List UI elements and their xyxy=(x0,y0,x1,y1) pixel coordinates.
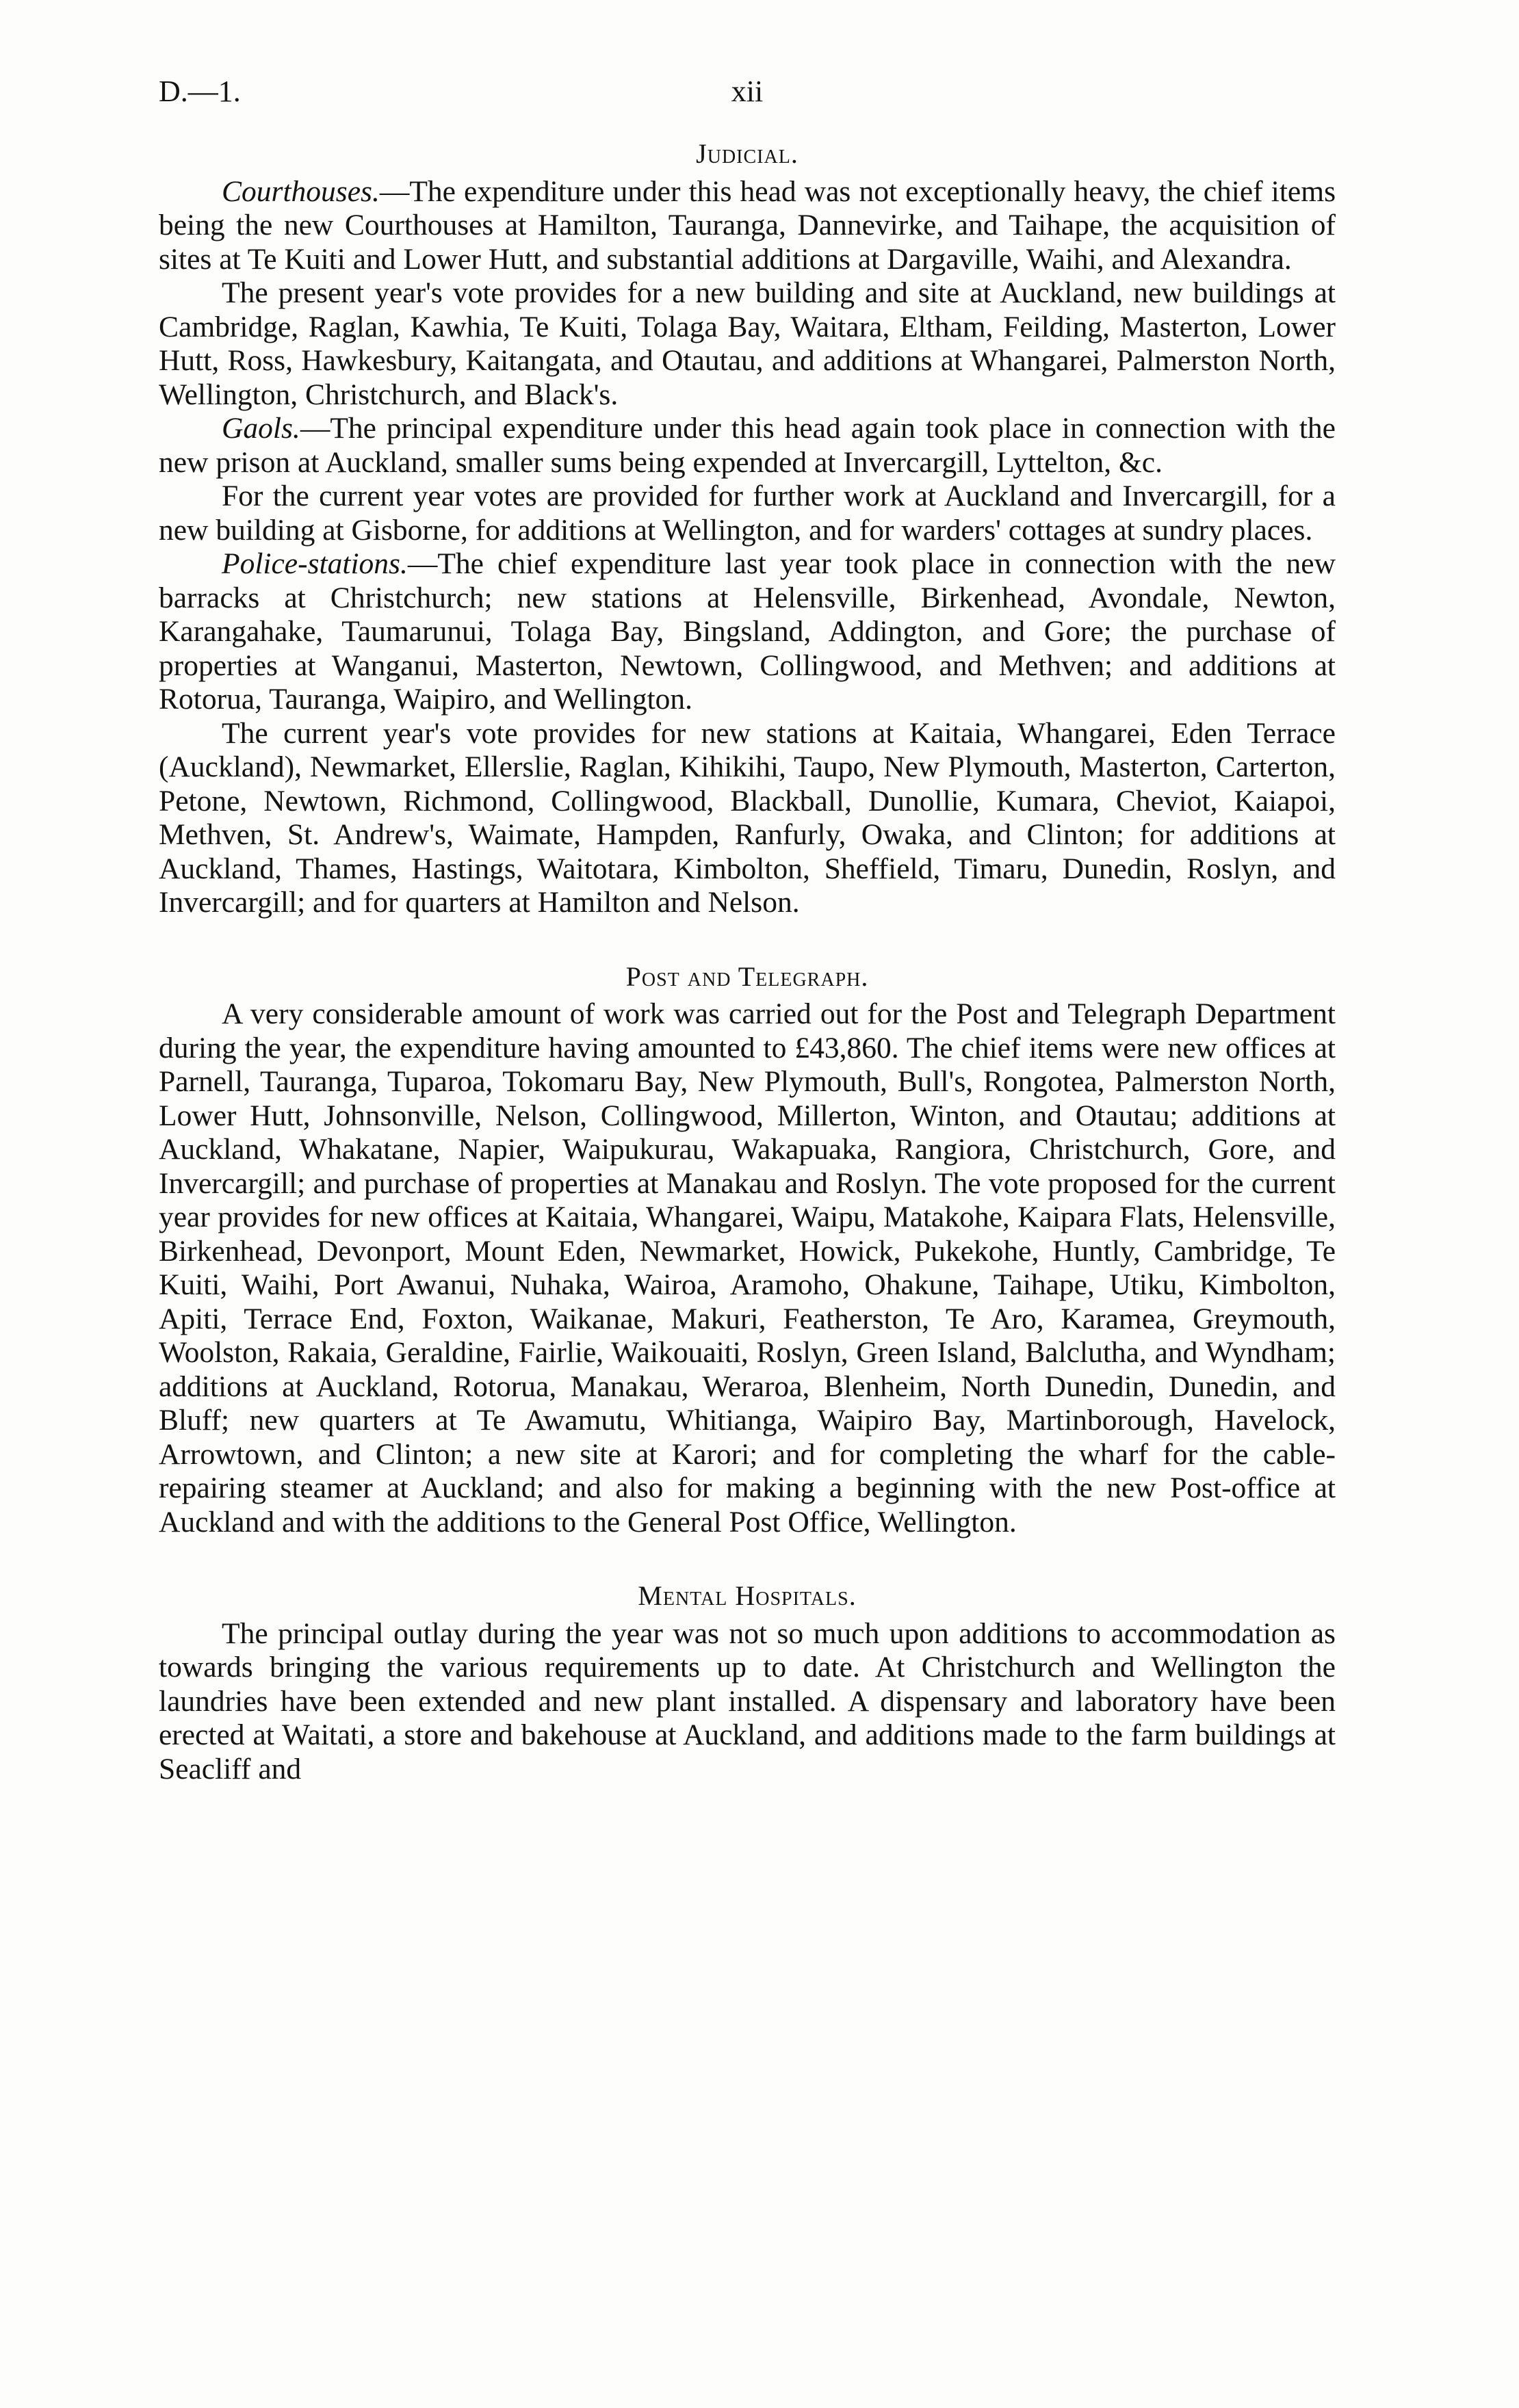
section-judicial xyxy=(159,137,1336,920)
paragraph-mental-hospitals: The principal outlay during the year was not so much upon additions to accommodation as towards bringing the various requirements up to date. At Christchurch and Wellington the laundries have been extended and new plant installed. A dispensary and laboratory have been erected at Waitati, a store and bakehouse at Auckland, and additions made to the farm buildings at Seacliff and xyxy=(159,1617,1336,1785)
section-heading-post-telegraph: Post and Telegraph. xyxy=(625,960,869,992)
paragraph-post-telegraph: A very considerable amount of work was carried out for the Post and Telegraph Department during the year, the expenditure having amounted to £43,860. The chief items were new offices at Parnell, Tauranga, Tuparoa, Tokomaru Bay, New Plymouth, Bull's, Rongotea, Palmerston North, Lower Hutt, Johnsonville, Nelson, Collingwood, Millerton, Winton, and Otautau; additions at Auckland, Whakatane, Napier, Waipukurau, Wakapuaka, Rangiora, Christchurch, Gore, and Invercargill; and purchase of properties at Manakau and Roslyn. The vote proposed for the current year provides for new offices at Kaitaia, Whangarei, Waipu, Matakohe, Kaipara Flats, Helensville, Birkenhead, Devonport, Mount Eden, Newmarket, Howick, Pukekohe, Huntly, Cambridge, Te Kuiti, Waihi, Port Awanui, Nuhaka, Wairoa, Aramoho, Ohakune, Taihape, Utiku, Kimbolton, Apiti, Terrace End, Foxton, Waikanae, Makuri, Featherston, Te Aro, Karamea, Greymouth, Woolston, Rakaia, Geraldine, Fairlie, Waikouaiti, Roslyn, Green Island, Balclutha, and Wyndham; additions at Auckland, Rotorua, Manakau, Weraroa, Blenheim, North Dunedin, Dunedin, and Bluff; new quarters at Te Awamutu, Whitianga, Waipiro Bay, Martinborough, Havelock, Arrowtown, and Clinton; a new site at Karori; and for completing the wharf for the cable-repairing steamer at Auckland; and also for making a beginning with the new Post-office at Auckland and with the additions to the General Post Office, Wellington. xyxy=(159,997,1336,1539)
paragraph-police-vote: The current year's vote provides for new stations at Kaitaia, Whangarei, Eden Terrace (Auckland), Newmarket, Ellerslie, Raglan, Kihikihi, Taupo, New Plymouth, Masterton, Carterton, Petone, Newtown, Richmond, Collingwood, Blackball, Dunollie, Kumara, Cheviot, Kaiapoi, Methven, St. Andrew's, Waimate, Hampden, Ranfurly, Owaka, and Clinton; for additions at Auckland, Thames, Hastings, Waitotara, Kimbolton, Sheffield, Timaru, Dunedin, Roslyn, and Invercargill; and for quarters at Hamilton and Nelson. xyxy=(159,716,1336,919)
run-in-heading-courthouses: Courthouses. xyxy=(222,174,380,208)
paragraph-courthouses xyxy=(159,175,1336,277)
paragraph-text: —The expenditure under this head was not exceptionally heavy, the chief items being the new Courthouses at Hamilton, Tauranga, Dannevirke, and Taihape, the acquisition of sites at Te Kuiti and Lower Hutt, and substantial additions at Dargaville, Waihi, and Alexandra. xyxy=(159,174,1336,276)
run-in-heading-police-stations: Police-stations. xyxy=(222,547,408,580)
paragraph-courthouses-vote: The present year's vote provides for a new building and site at Auckland, new buildings at Cambridge, Raglan, Kawhia, Te Kuiti, Tolaga Bay, Waitara, Eltham, Feilding, Masterton, Lower Hutt, Ross, Hawkesbury, Kaitangata, and Otautau, and additions at Whangarei, Palmerston North, Wellington, Christchurch, and Black's. xyxy=(159,276,1336,411)
page-header xyxy=(159,74,1336,115)
paragraph-gaols xyxy=(159,412,1336,480)
paragraph-text: —The chief expenditure last year took place in connection with the new barracks at Christchurch; new stations at Helensville, Birkenhead, Avondale, Newton, Karangahake, Taumarunui, Tolaga Bay, Bingsland, Addington, and Gore; the purchase of properties at Wanganui, Masterton, Newtown, Collingwood, and Methven; and additions at Rotorua, Tauranga, Waipiro, and Wellington. xyxy=(159,547,1336,716)
page-number: xii xyxy=(731,75,764,108)
paragraph-text: —The principal expenditure under this head again took place in connection with the new prison at Auckland, smaller sums being expended at Invercargill, Lyttelton, &c. xyxy=(159,412,1336,479)
run-in-heading-gaols: Gaols. xyxy=(222,412,300,445)
paragraph-gaols-vote: For the current year votes are provided for further work at Auckland and Invercargill, for a new building at Gisborne, for additions at Wellington, and for warders' cottages at sundry places. xyxy=(159,480,1336,547)
paragraph-police-stations xyxy=(159,547,1336,717)
section-mental-hospitals xyxy=(159,1579,1336,1786)
section-heading-mental-hospitals: Mental Hospitals. xyxy=(638,1580,857,1611)
section-heading-judicial: Judicial. xyxy=(696,138,799,169)
section-post-telegraph xyxy=(159,960,1336,1540)
page-body xyxy=(159,137,1336,1786)
document-code: D.—1. xyxy=(159,75,241,108)
